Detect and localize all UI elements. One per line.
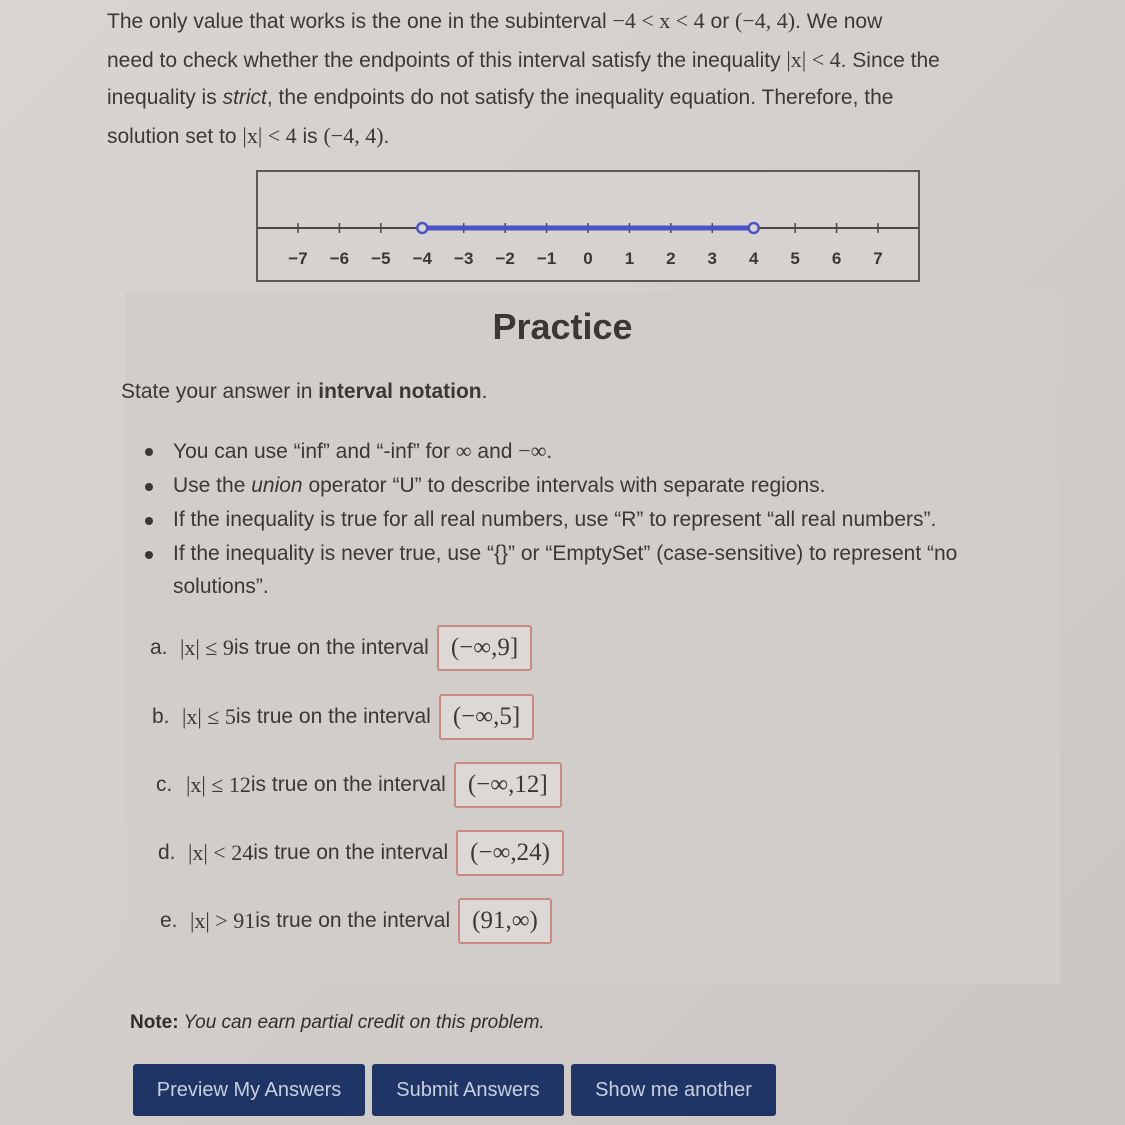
preview-answers-button[interactable]: Preview My Answers (133, 1064, 365, 1116)
answer-field-d[interactable]: (−∞,24) (456, 830, 564, 876)
bullet-union: Use the union operator “U” to describe intervals with separate regions. (145, 469, 1065, 502)
number-line-tick-label: 4 (748, 249, 759, 268)
intro-line-2: need to check whether the endpoints of this interval satisfy the inequality |x| < 4. Since the (107, 46, 940, 72)
number-line-tick-label: 3 (707, 249, 718, 268)
number-line-tick-label: 7 (873, 249, 883, 268)
number-line-tick-label: −6 (329, 249, 350, 268)
number-line-tick-label: 2 (666, 249, 676, 268)
number-line-tick-label: 6 (831, 249, 842, 268)
partial-credit-note: Note: You can earn partial credit on this problem. (130, 1012, 545, 1033)
bullet-empty-set: If the inequality is never true, use “{}” or “EmptySet” (case-sensitive) to represent “no solutions”. (145, 537, 1065, 603)
question-a: a. |x| ≤ 9 is true on the interval (−∞,9] (150, 625, 532, 671)
intro-line-4: solution set to |x| < 4 is (−4, 4). (107, 122, 390, 148)
practice-title: Practice (492, 306, 633, 347)
number-line-tick-label: −1 (536, 249, 557, 268)
number-line-tick-label: −3 (454, 249, 474, 268)
open-endpoint (417, 223, 427, 233)
bullet-dot (145, 448, 153, 456)
number-line-tick-label: 0 (583, 249, 593, 268)
open-endpoint (749, 223, 759, 233)
submit-answers-button[interactable]: Submit Answers (372, 1064, 564, 1116)
number-line-graph (256, 170, 920, 282)
number-line-tick-label: −5 (371, 249, 391, 268)
question-d: d. |x| < 24 is true on the interval (−∞,24) (158, 830, 564, 876)
answer-field-b[interactable]: (−∞,5] (439, 694, 534, 740)
question-c: c. |x| ≤ 12 is true on the interval (−∞,12] (156, 762, 562, 808)
number-line-tick-label: −7 (288, 249, 308, 268)
number-line-tick-label: −2 (495, 249, 515, 268)
bullet-all-reals: If the inequality is true for all real numbers, use “R” to represent “all real numbers”. (145, 503, 1065, 536)
instruction-bullets (145, 434, 1065, 604)
number-line-svg (258, 172, 918, 280)
answer-field-a[interactable]: (−∞,9] (437, 625, 532, 671)
bullet-dot (145, 483, 153, 491)
show-another-button[interactable]: Show me another (571, 1064, 776, 1116)
intro-line-1: The only value that works is the one in the subinterval −4 < x < 4 or (−4, 4). We now (107, 8, 883, 33)
bullet-dot (145, 551, 153, 559)
question-b: b. |x| ≤ 5 is true on the interval (−∞,5] (152, 694, 534, 740)
instruction-text: State your answer in interval notation. (121, 380, 488, 403)
number-line-tick-label: 5 (790, 249, 800, 268)
bullet-inf: You can use “inf” and “-inf” for ∞ and −∞. (145, 434, 1065, 468)
bullet-dot (145, 517, 153, 525)
number-line-tick-label: −4 (412, 249, 432, 268)
question-e: e. |x| > 91 is true on the interval (91,∞) (160, 898, 552, 944)
number-line-tick-label: 1 (624, 249, 635, 268)
answer-field-e[interactable]: (91,∞) (458, 898, 552, 944)
answer-field-c[interactable]: (−∞,12] (454, 762, 562, 808)
intro-paragraph (107, 2, 1082, 155)
intro-line-3: inequality is strict, the endpoints do not satisfy the inequality equation. Therefore, the (107, 86, 894, 109)
